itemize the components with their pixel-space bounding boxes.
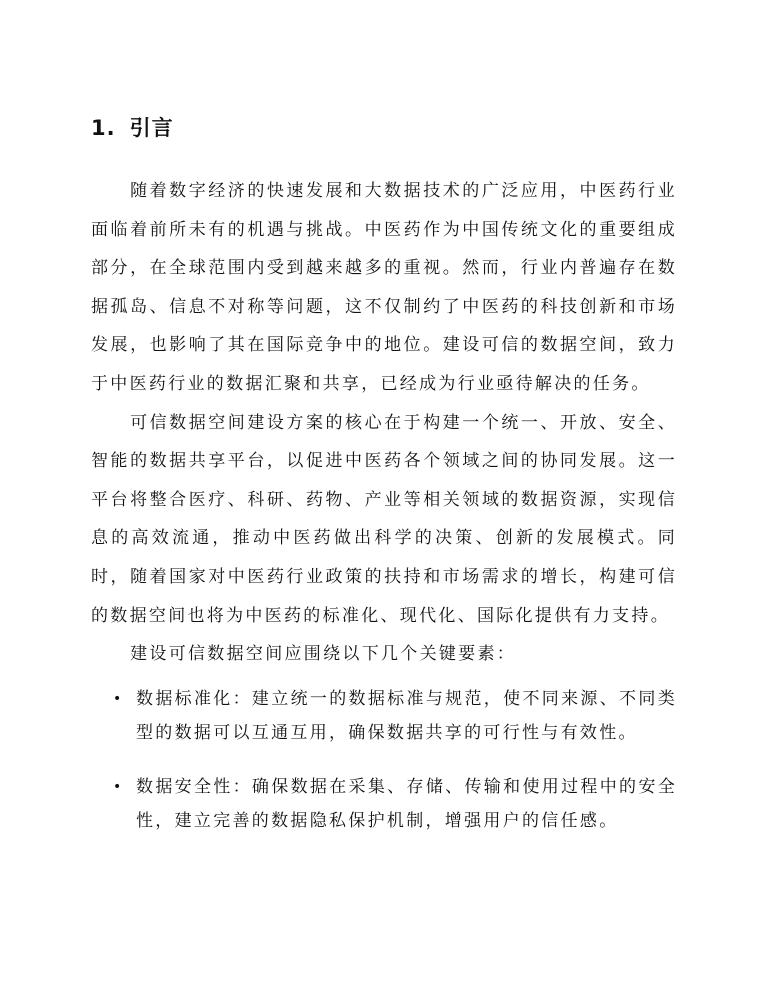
section-title: 引言: [129, 116, 174, 140]
section-heading: [91, 112, 174, 142]
paragraph-key-elements: 建设可信数据空间应围绕以下几个关键要素：: [130, 644, 517, 665]
bullet-icon: •: [113, 690, 124, 707]
list-item: [91, 682, 677, 750]
paragraph-platform: 可信数据空间建设方案的核心在于构建一个统一、开放、安全、智能的数据共享平台，以促进中医药各个领域之间的协同发展。这一平台将整合医疗、科研、药物、产业等相关领域的数据资源，实现信息的高效流通，推动中医药做出科学的决策、创新的发展模式。同时，随着国家对中医药行业政策的扶持和市场需求的增长，构建可信的数据空间也将为中医药的标准化、现代化、国际化提供有力支持。: [91, 412, 677, 626]
list-item-text: 数据标准化：建立统一的数据标准与规范，使不同来源、不同类型的数据可以互通互用，确保数据共享的可行性与有效性。: [136, 688, 677, 743]
bullet-icon: •: [113, 778, 124, 795]
body-text: [91, 172, 677, 858]
key-elements-list: [91, 682, 677, 838]
list-item-text: 数据安全性：确保数据在采集、存储、传输和使用过程中的安全性，建立完善的数据隐私保护机制，增强用户的信任感。: [136, 776, 677, 831]
section-number: 1.: [91, 116, 116, 140]
paragraph-intro: 随着数字经济的快速发展和大数据技术的广泛应用，中医药行业面临着前所未有的机遇与挑战。中医药作为中国传统文化的重要组成部分，在全球范围内受到越来越多的重视。然而，行业内普遍存在数据孤岛、信息不对称等问题，这不仅制约了中医药的科技创新和市场发展，也影响了其在国际竞争中的地位。建设可信的数据空间，致力于中医药行业的数据汇聚和共享，已经成为行业亟待解决的任务。: [91, 181, 677, 394]
list-item: [91, 770, 677, 838]
